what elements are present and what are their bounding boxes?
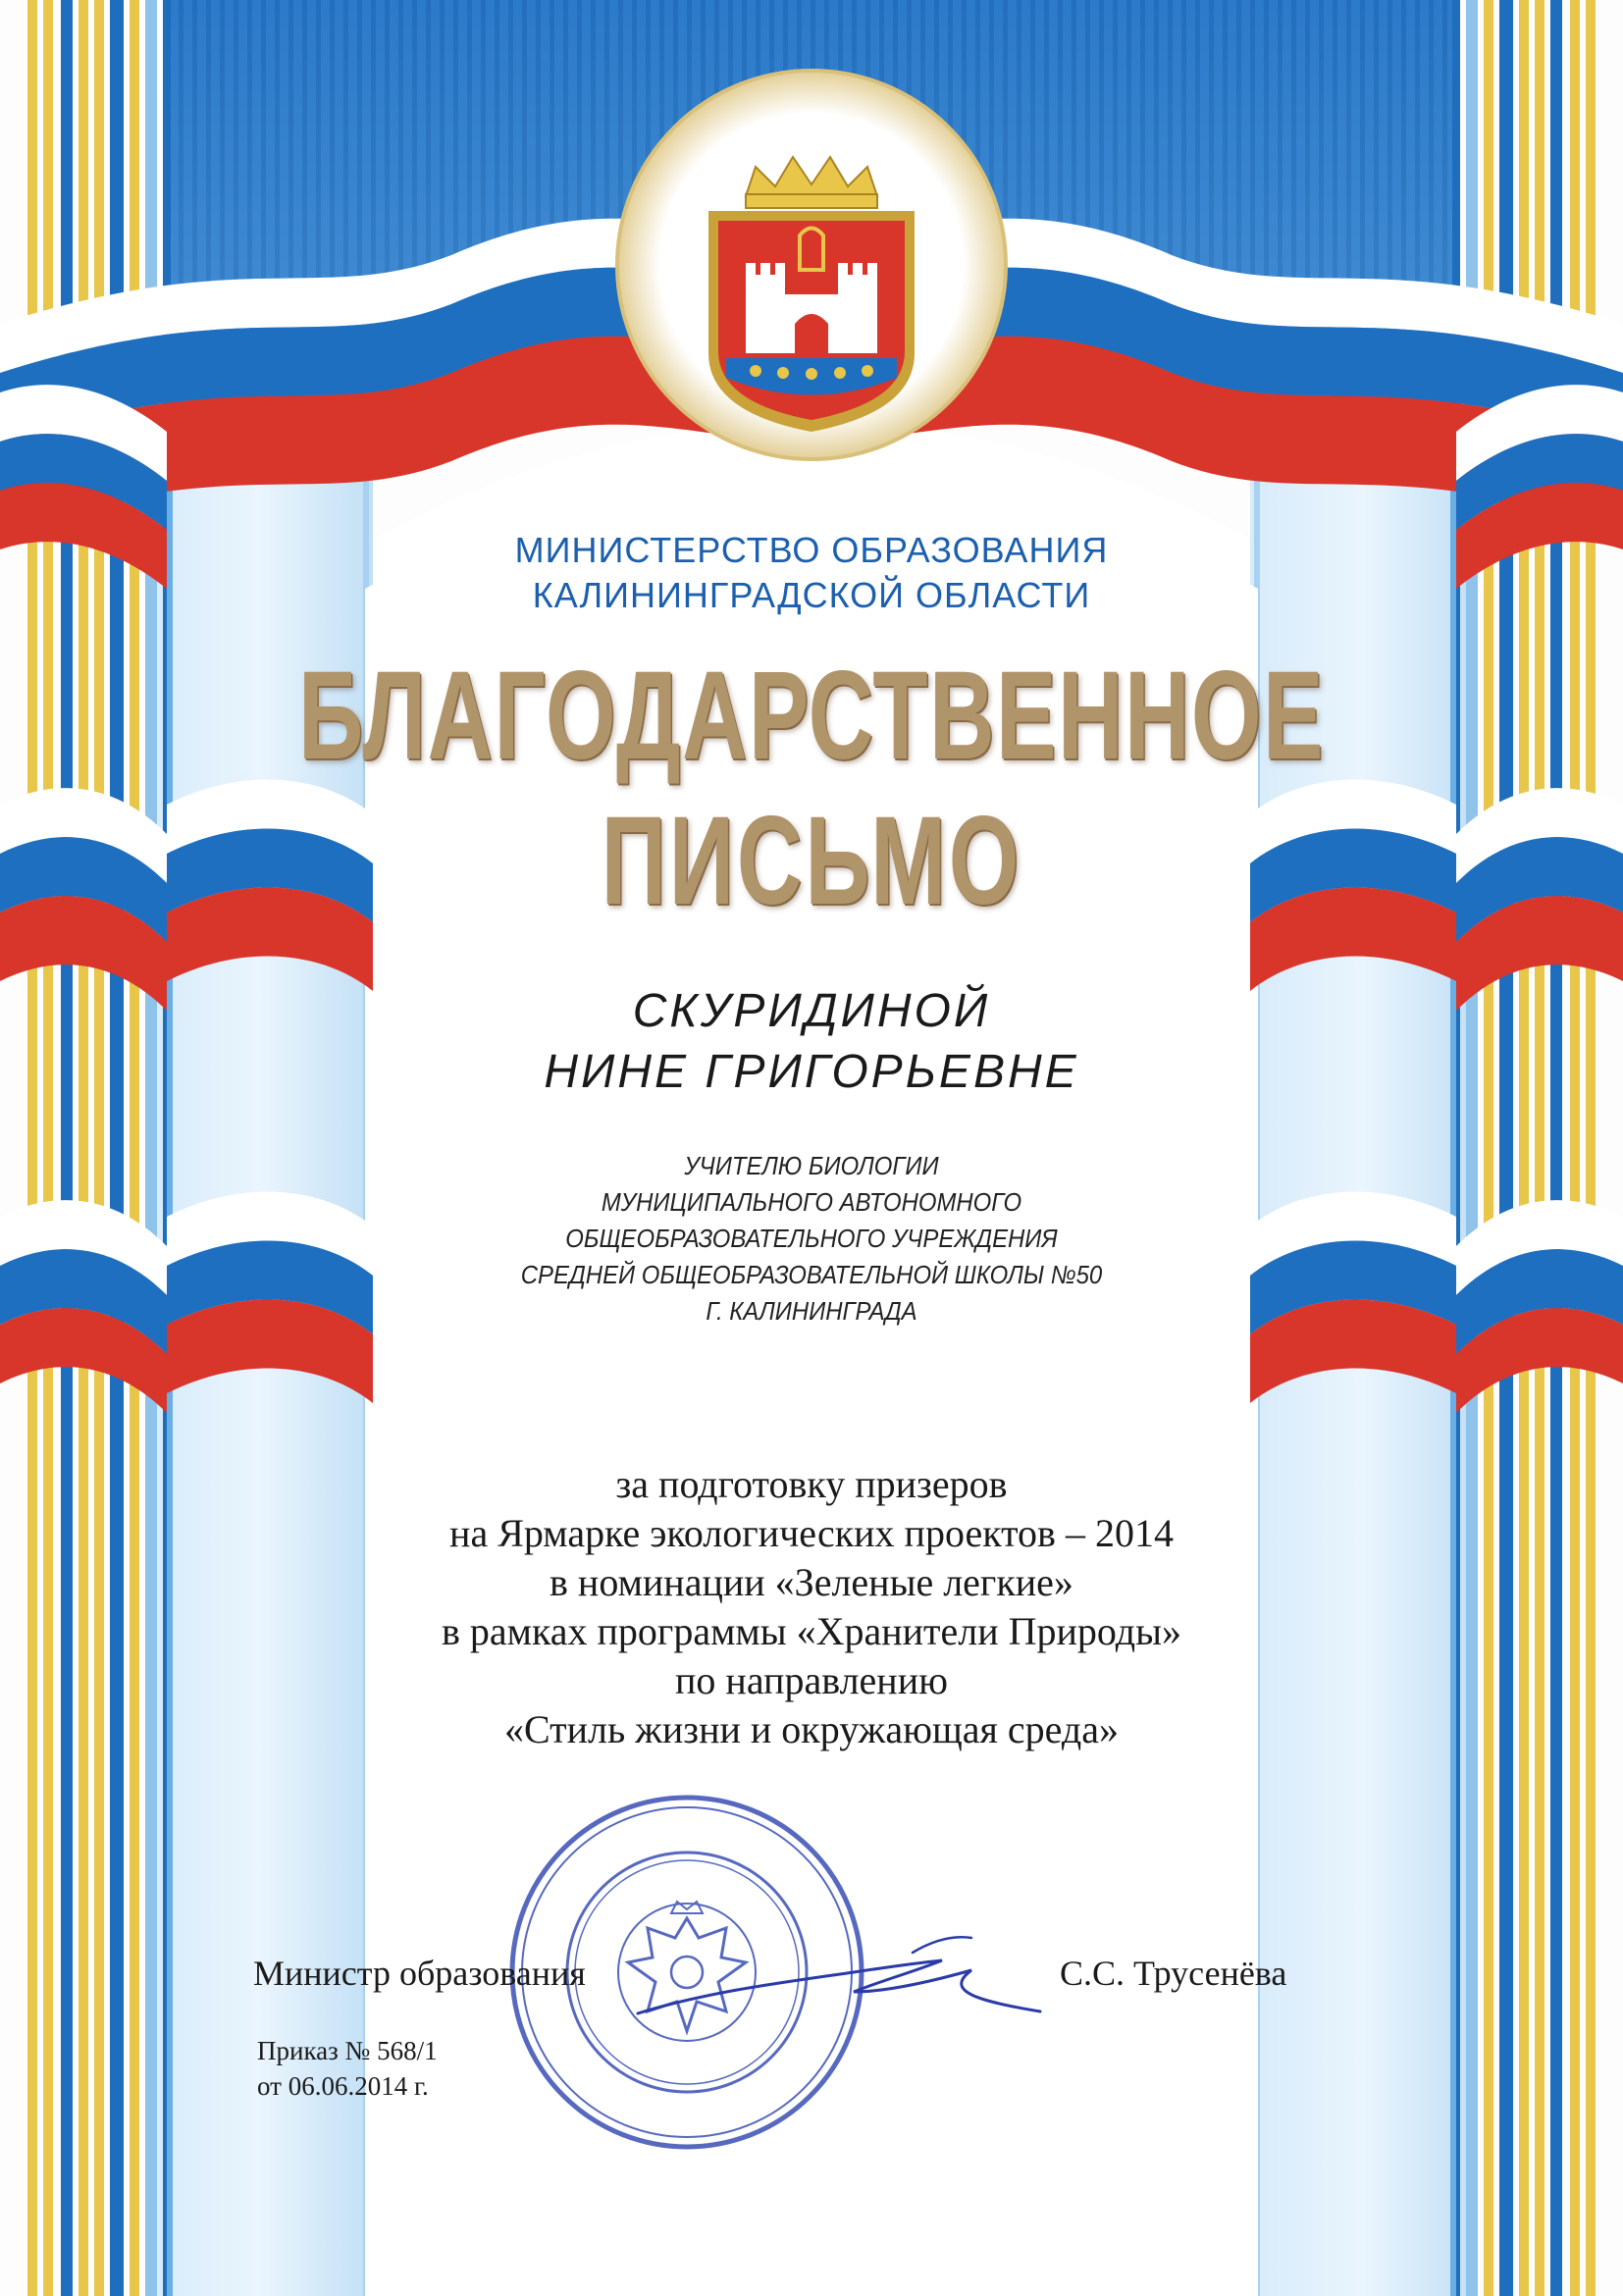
- recipient-surname: СКУРИДИНОЙ: [632, 985, 991, 1037]
- document-title-line2: ПИСЬМО: [601, 791, 1022, 931]
- recipient-given-names: НИНЕ ГРИГОРЬЕВНЕ: [544, 1046, 1079, 1098]
- reason-line: в рамках программы «Хранители Природы»: [441, 1609, 1182, 1653]
- reason-line: по направлению: [675, 1658, 948, 1702]
- position-line: УЧИТЕЛЮ БИОЛОГИИ: [684, 1151, 939, 1180]
- position-line: Г. КАЛИНИНГРАДА: [706, 1296, 917, 1326]
- position-line: СРЕДНЕЙ ОБЩЕОБРАЗОВАТЕЛЬНОЙ ШКОЛЫ №50: [520, 1260, 1103, 1289]
- reason-line: в номинации «Зеленые легкие»: [550, 1560, 1073, 1604]
- order-reference: [257, 2033, 438, 2104]
- position-line: МУНИЦИПАЛЬНОГО АВТОНОМНОГО: [601, 1187, 1022, 1217]
- reason-line: «Стиль жизни и окружающая среда»: [504, 1707, 1119, 1751]
- position-line: ОБЩЕОБРАЗОВАТЕЛЬНОГО УЧРЕЖДЕНИЯ: [565, 1224, 1058, 1253]
- document-title-line1: БЛАГОДАРСТВЕННОЕ: [298, 646, 1325, 786]
- reason-line: на Ярмарке экологических проектов – 2014: [449, 1511, 1174, 1555]
- order-number: Приказ № 568/1: [257, 2036, 438, 2065]
- reason-line: за подготовку призеров: [615, 1462, 1008, 1506]
- award-reason: [0, 1460, 1623, 1754]
- ministry-name-line2: КАЛИНИНГРАДСКОЙ ОБЛАСТИ: [532, 575, 1091, 615]
- signer-name: С.С. Трусенёва: [1060, 1954, 1287, 1993]
- order-date: от 06.06.2014 г.: [257, 2071, 429, 2101]
- recipient-position: [65, 1148, 1558, 1330]
- kaliningrad-coat-of-arms-icon: [617, 71, 1006, 459]
- signer-title: Министр образования: [253, 1954, 586, 1993]
- ministry-name-line1: МИНИСТЕРСТВО ОБРАЗОВАНИЯ: [514, 530, 1109, 570]
- ministry-name: [0, 528, 1623, 618]
- recipient-name: [0, 981, 1623, 1103]
